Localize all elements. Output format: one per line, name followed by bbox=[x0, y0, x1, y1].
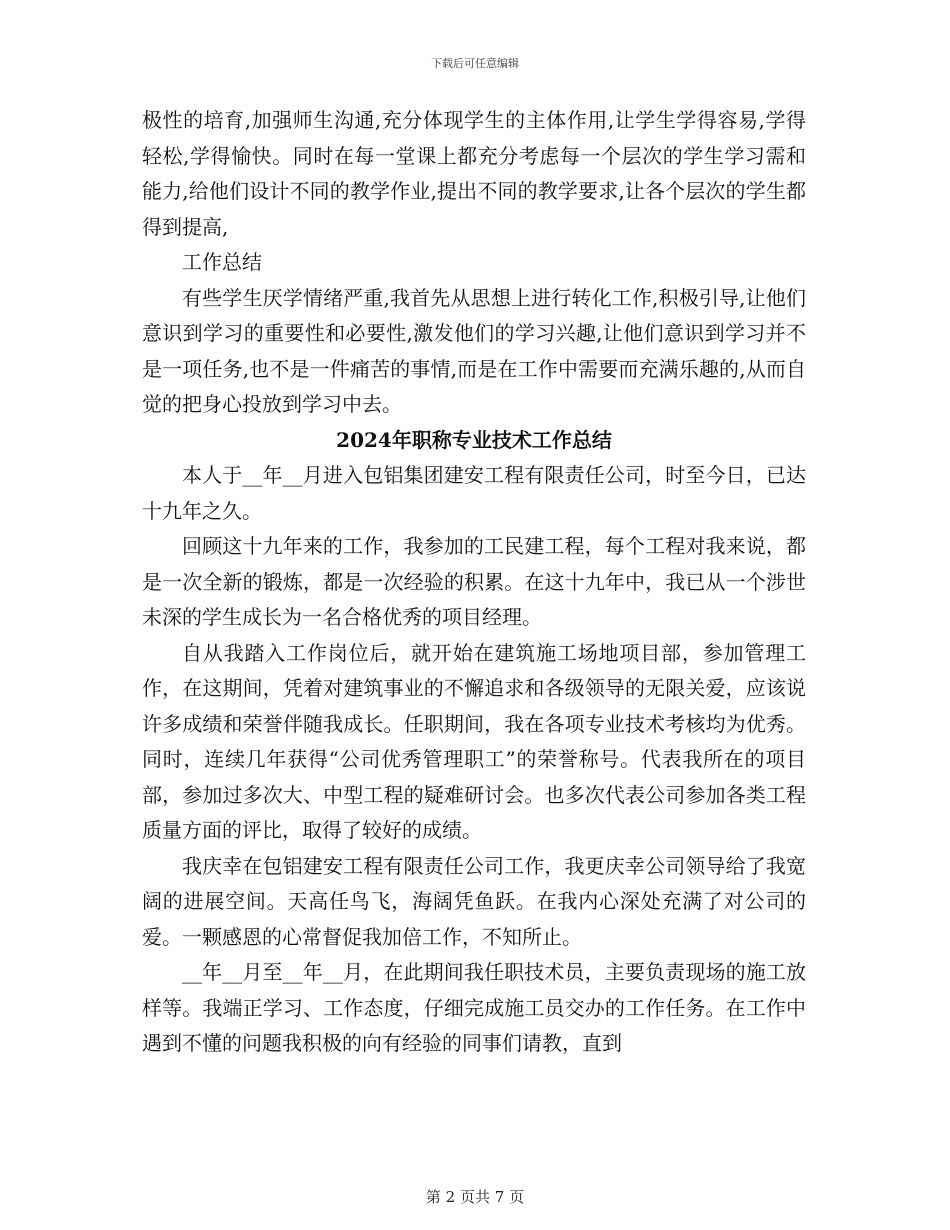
paragraph: 本人于__年__月进入包铝集团建安工程有限责任公司，时至今日，已达十九年之久。 bbox=[142, 463, 806, 523]
paragraph: __年__月至__年__月，在此期间我任职技术员，主要负责现场的施工放样等。我端正学习、工作态度，仔细完成施工员交办的工作任务。在工作中遇到不懂的问题我积极的向有经验的同事们请教，直到 bbox=[142, 960, 806, 1055]
document-title: 2024年职称专业技术工作总结 bbox=[336, 427, 612, 452]
paragraph: 有些学生厌学情绪严重,我首先从思想上进行转化工作,积极引导,让他们意识到学习的重要性和必要性,激发他们的学习兴趣,让他们意识到学习并不是一项任务,也不是一件痛苦的事情,而是在工作中需要而充满乐趣的,从而自觉的把身心投放到学习中去。 bbox=[142, 285, 806, 416]
paragraph: 我庆幸在包铝建安工程有限责任公司工作，我更庆幸公司领导给了我宽阔的进展空间。天高任鸟飞，海阔凭鱼跃。在我内心深处充满了对公司的爱。一颗感恩的心常督促我加倍工作，不知所止。 bbox=[142, 853, 806, 949]
paragraph-continued: 极性的培育,加强师生沟通,充分体现学生的主体作用,让学生学得容易,学得轻松,学得愉快。同时在每一堂课上都充分考虑每一个层次的学生学习需和能力,给他们设计不同的教学作业,提出不同的教学要求,让各个层次的学生都得到提高, bbox=[142, 108, 806, 239]
paragraph: 回顾这十九年来的工作，我参加的工民建工程，每个工程对我来说，都是一次全新的锻炼，都是一次经验的积累。在这十九年中，我已从一个涉世未深的学生成长为一名合格优秀的项目经理。 bbox=[142, 534, 806, 629]
page-footer: 第 2 页共 7 页 bbox=[425, 1188, 525, 1206]
paragraph: 自从我踏入工作岗位后，就开始在建筑施工场地项目部，参加管理工作，在这期间，凭着对建筑事业的不懈追求和各级领导的无限关爱，应该说许多成绩和荣誉伴随我成长。任职期间，我在各项专业技术考核均为优秀。同时，连续几年获得“公司优秀管理职工”的荣誉称号。代表我所在的项目部，参加过多次大、中型工程的疑难研讨会。也多次代表公司参加各类工程质量方面的评比，取得了较好的成绩。 bbox=[142, 640, 806, 842]
section-label: 工作总结 bbox=[182, 250, 262, 274]
page-header: 下载后可任意编辑 bbox=[431, 57, 519, 70]
document-body bbox=[142, 103, 806, 1062]
